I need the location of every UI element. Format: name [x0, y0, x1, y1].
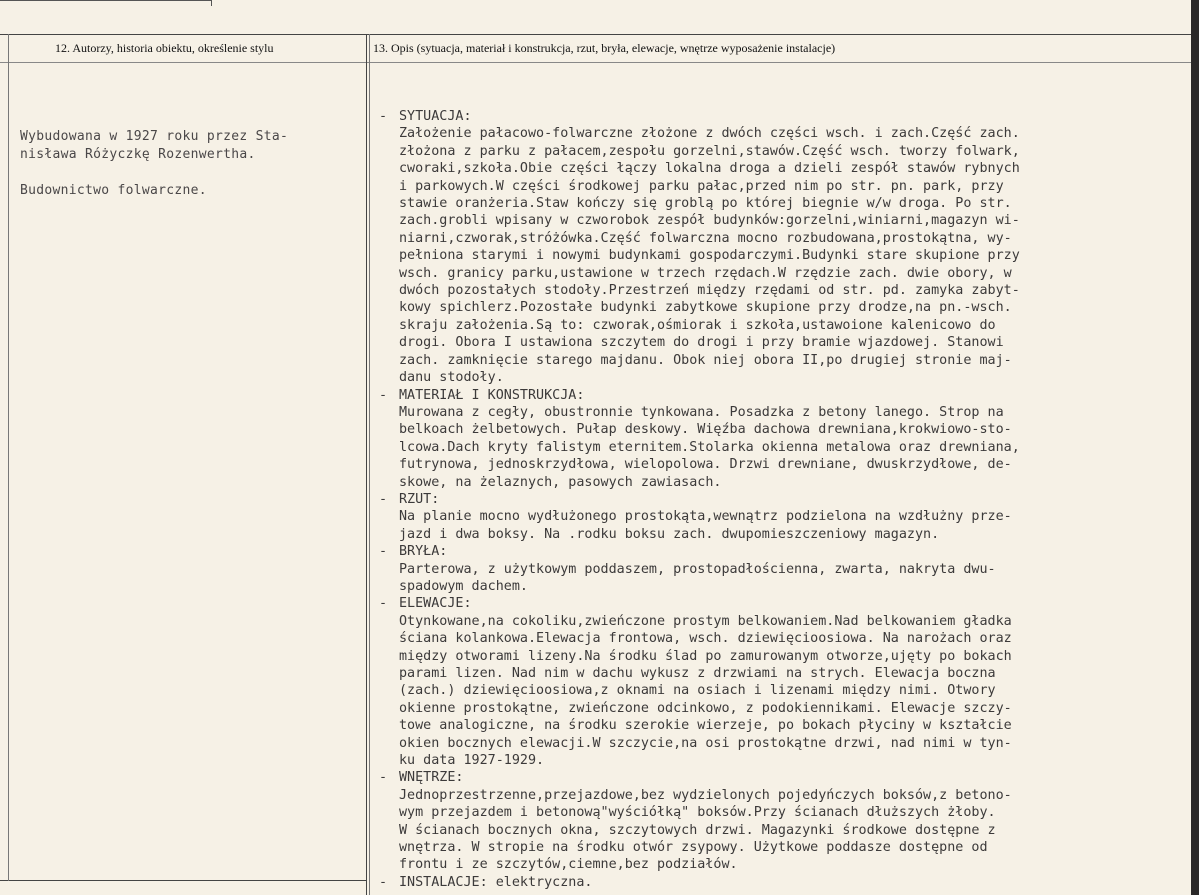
section-title-text: RZUT: — [399, 491, 440, 507]
text-line: ku data 1927-1929. — [399, 753, 545, 769]
text-line: zach.grobli wpisany w czworobok zespół budynków:gorzelni,winiarni,magazyn wi- — [399, 213, 1020, 229]
field-13-content — [379, 108, 1179, 891]
text-line: i parkowych.W części środkowej parku pałac,przed nim po str. pn. park, przy — [399, 178, 1004, 194]
text-line: nisława Różyczkę Rozenwertha. — [20, 147, 256, 162]
top-tick — [211, 0, 212, 6]
text-line: Wybudowana w 1927 roku przez Sta- — [20, 129, 289, 144]
text-line: wsch. granicy parku,ustawione w trzech rzędach.W rzędzie zach. dwie obory, w — [399, 265, 1012, 281]
bullet-dash: - — [379, 770, 388, 786]
text-line: Otynkowane,na cokoliku,zwieńczone prostym belkowaniem.Nad belkowaniem gładka — [399, 613, 1012, 629]
section-body — [379, 561, 1179, 596]
text-line: frontu i ze szczytów,ciemne,bez podziałów. — [399, 857, 738, 873]
text-line: pełniona starymi i nowymi budynkami gospodarczymi.Budynki stare skupione przy — [399, 248, 1020, 264]
text-line: między otworami lizeny.Na środku ślad po zamurowanym otworze,ujęty po bokach — [399, 648, 1012, 664]
section-title-text: BRYŁA: — [399, 544, 448, 560]
text-line: Na planie mocno wydłużonego prostokąta,wewnątrz podzielona na wzdłużny prze- — [399, 509, 1012, 525]
section-body — [379, 125, 1179, 386]
description-section — [379, 108, 1179, 387]
text-line: ściana kolankowa.Elewacja frontowa, wsch. dziewięcioosiowa. Na narożach oraz — [399, 631, 1012, 647]
text-line: okien bocznych elewacji.W szczycie,na osi prostokątne drzwi, nad nimi w tyn- — [399, 735, 1012, 751]
field-12-content — [20, 128, 356, 218]
text-line: cworaki,szkoła.Obie części łączy lokalna droga a dzieli zespół stawów rybnych — [399, 161, 1020, 177]
text-line: dwóch pozostałych stodoły.Przestrzeń między rzędami od str. pd. zamyka zabyt- — [399, 283, 1020, 299]
text-line: futrynowa, jednoskrzydłowa, wielopolowa. Drzwi drewniane, dwuskrzydłowe, de- — [399, 457, 1012, 473]
text-line: Założenie pałacowo-folwarczne złożone z dwóch części wsch. i zach.Część zach. — [399, 126, 1020, 142]
section-title-text: SYTUACJA: — [399, 109, 472, 124]
text-line: stawie oranżeria.Staw kończy się groblą po której biegnie w/w droga. Po str. — [399, 196, 1012, 212]
text-line: belkoach żelbetowych. Pułap deskowy. Więźba dachowa drewniana,krokwiowo-sto- — [399, 422, 1012, 438]
left-border — [8, 34, 9, 881]
text-line: zach. zamknięcie starego majdanu. Obok niej obora II,po drugiej stronie maj- — [399, 352, 1012, 368]
section-body — [379, 508, 1179, 543]
text-line: Budownictwo folwarczne. — [20, 183, 207, 198]
text-line: spadowym dachem. — [399, 578, 528, 594]
column-divider — [366, 34, 367, 895]
text-line: okienne prostokątne, zwieńczone odcinkowo, z podokiennikami. Elewacje szczy- — [399, 700, 1012, 716]
description-section — [379, 769, 1179, 873]
text-line: towe analogiczne, na środku szerokie wierzeje, po bokach płyciny w kształcie — [399, 718, 1012, 734]
bullet-dash: - — [379, 596, 388, 612]
section-title-text: ELEWACJE: — [399, 596, 472, 612]
section-title — [379, 595, 1179, 612]
section-title — [379, 769, 1179, 786]
bullet-dash: - — [379, 491, 388, 507]
left-column-bottom-border — [0, 880, 366, 881]
left-paragraph — [20, 128, 356, 164]
text-line: skraju założenia.Są to: czworak,ośmiorak i szkoła,ustawoione kalenicowo do — [399, 317, 996, 333]
text-line: wnętrza. W stropie na środku otwór zsypowy. Użytkowe poddasze dostępne od — [399, 840, 988, 856]
text-line: W ścianach bocznych okna, szczytowych drzwi. Magazynki środkowe dostępne z — [399, 822, 996, 838]
text-line: parami lizen. Nad nim w dachu wykusz z drzwiami na strych. Elewacja boczna — [399, 666, 996, 681]
section-title-text: WNĘTRZE: — [399, 770, 464, 786]
header-separator — [0, 62, 1191, 63]
left-paragraph — [20, 182, 356, 200]
description-section — [379, 491, 1179, 543]
description-section — [379, 387, 1179, 491]
text-line: (zach.) dziewięcioosiowa,z oknami na osiach i lizenami między nimi. Otwory — [399, 683, 996, 699]
section-title — [379, 108, 1179, 125]
description-section — [379, 874, 1179, 891]
section-body — [379, 613, 1179, 770]
text-line: jazd i dwa boksy. Na .rodku boksu zach. dwupomieszczeniowy magazyn. — [399, 526, 940, 542]
field-12-header: 12. Autorzy, historia obiektu, określenie stylu — [55, 41, 274, 55]
section-title — [379, 543, 1179, 560]
text-line: niarni,czworak,stróżówka.Część folwarczna mocno rozbudowana,prostokątna, wy- — [399, 230, 1012, 246]
scan-edge — [1191, 0, 1199, 895]
section-title — [379, 387, 1179, 404]
text-line: złożona z parku z pałacem,zespołu gorzelni,stawów.Część wsch. tworzy folwark, — [399, 143, 1020, 159]
section-title — [379, 874, 1179, 891]
section-title-text: INSTALACJE: elektryczna. — [399, 874, 593, 890]
text-line: Parterowa, z użytkowym poddaszem, prostopadłościenna, zwarta, nakryta dwu- — [399, 561, 996, 577]
text-line: skowe, na żelaznych, pasowych zawiasach. — [399, 474, 722, 490]
form-top-border — [0, 34, 1191, 35]
field-13-header: 13. Opis (sytuacja, materiał i konstrukcja, rzut, bryła, elewacje, wnętrze wyposażenie instalacje) — [373, 41, 836, 55]
description-section — [379, 543, 1179, 595]
text-line: wym przejazdem i betonową"wyściółką" boksów.Przy ścianach dłuższych żłoby. — [399, 805, 996, 821]
text-line: Jednoprzestrzenne,przejazdowe,bez wydzielonych pojedyńczych boksów,z betono- — [399, 787, 1012, 803]
text-line: drogi. Obora I ustawiona szczytem do drogi i przy bramie wjazdowej. Stanowi — [399, 335, 1004, 351]
text-line: danu stodoły. — [399, 370, 504, 386]
bullet-dash: - — [379, 387, 388, 403]
text-line: lcowa.Dach kryty falistym eternitem.Stolarka okienna metalowa oraz drewniana, — [399, 439, 1020, 455]
top-left-rule — [0, 0, 212, 1]
bullet-dash: - — [379, 874, 388, 890]
section-body — [379, 787, 1179, 874]
text-line: Murowana z cegły, obustronnie tynkowana. Posadzka z betony lanego. Strop na — [399, 404, 1004, 420]
bullet-dash: - — [379, 544, 388, 560]
section-title-text: MATERIAŁ I KONSTRUKCJA: — [399, 387, 585, 403]
text-line: kowy spichlerz.Pozostałe budynki zabytkowe skupione przy drodze,na pn.-wsch. — [399, 300, 1012, 316]
bullet-dash: - — [379, 109, 388, 124]
column-divider-inner — [369, 34, 370, 895]
section-body — [379, 404, 1179, 491]
section-title — [379, 491, 1179, 508]
description-section — [379, 595, 1179, 769]
